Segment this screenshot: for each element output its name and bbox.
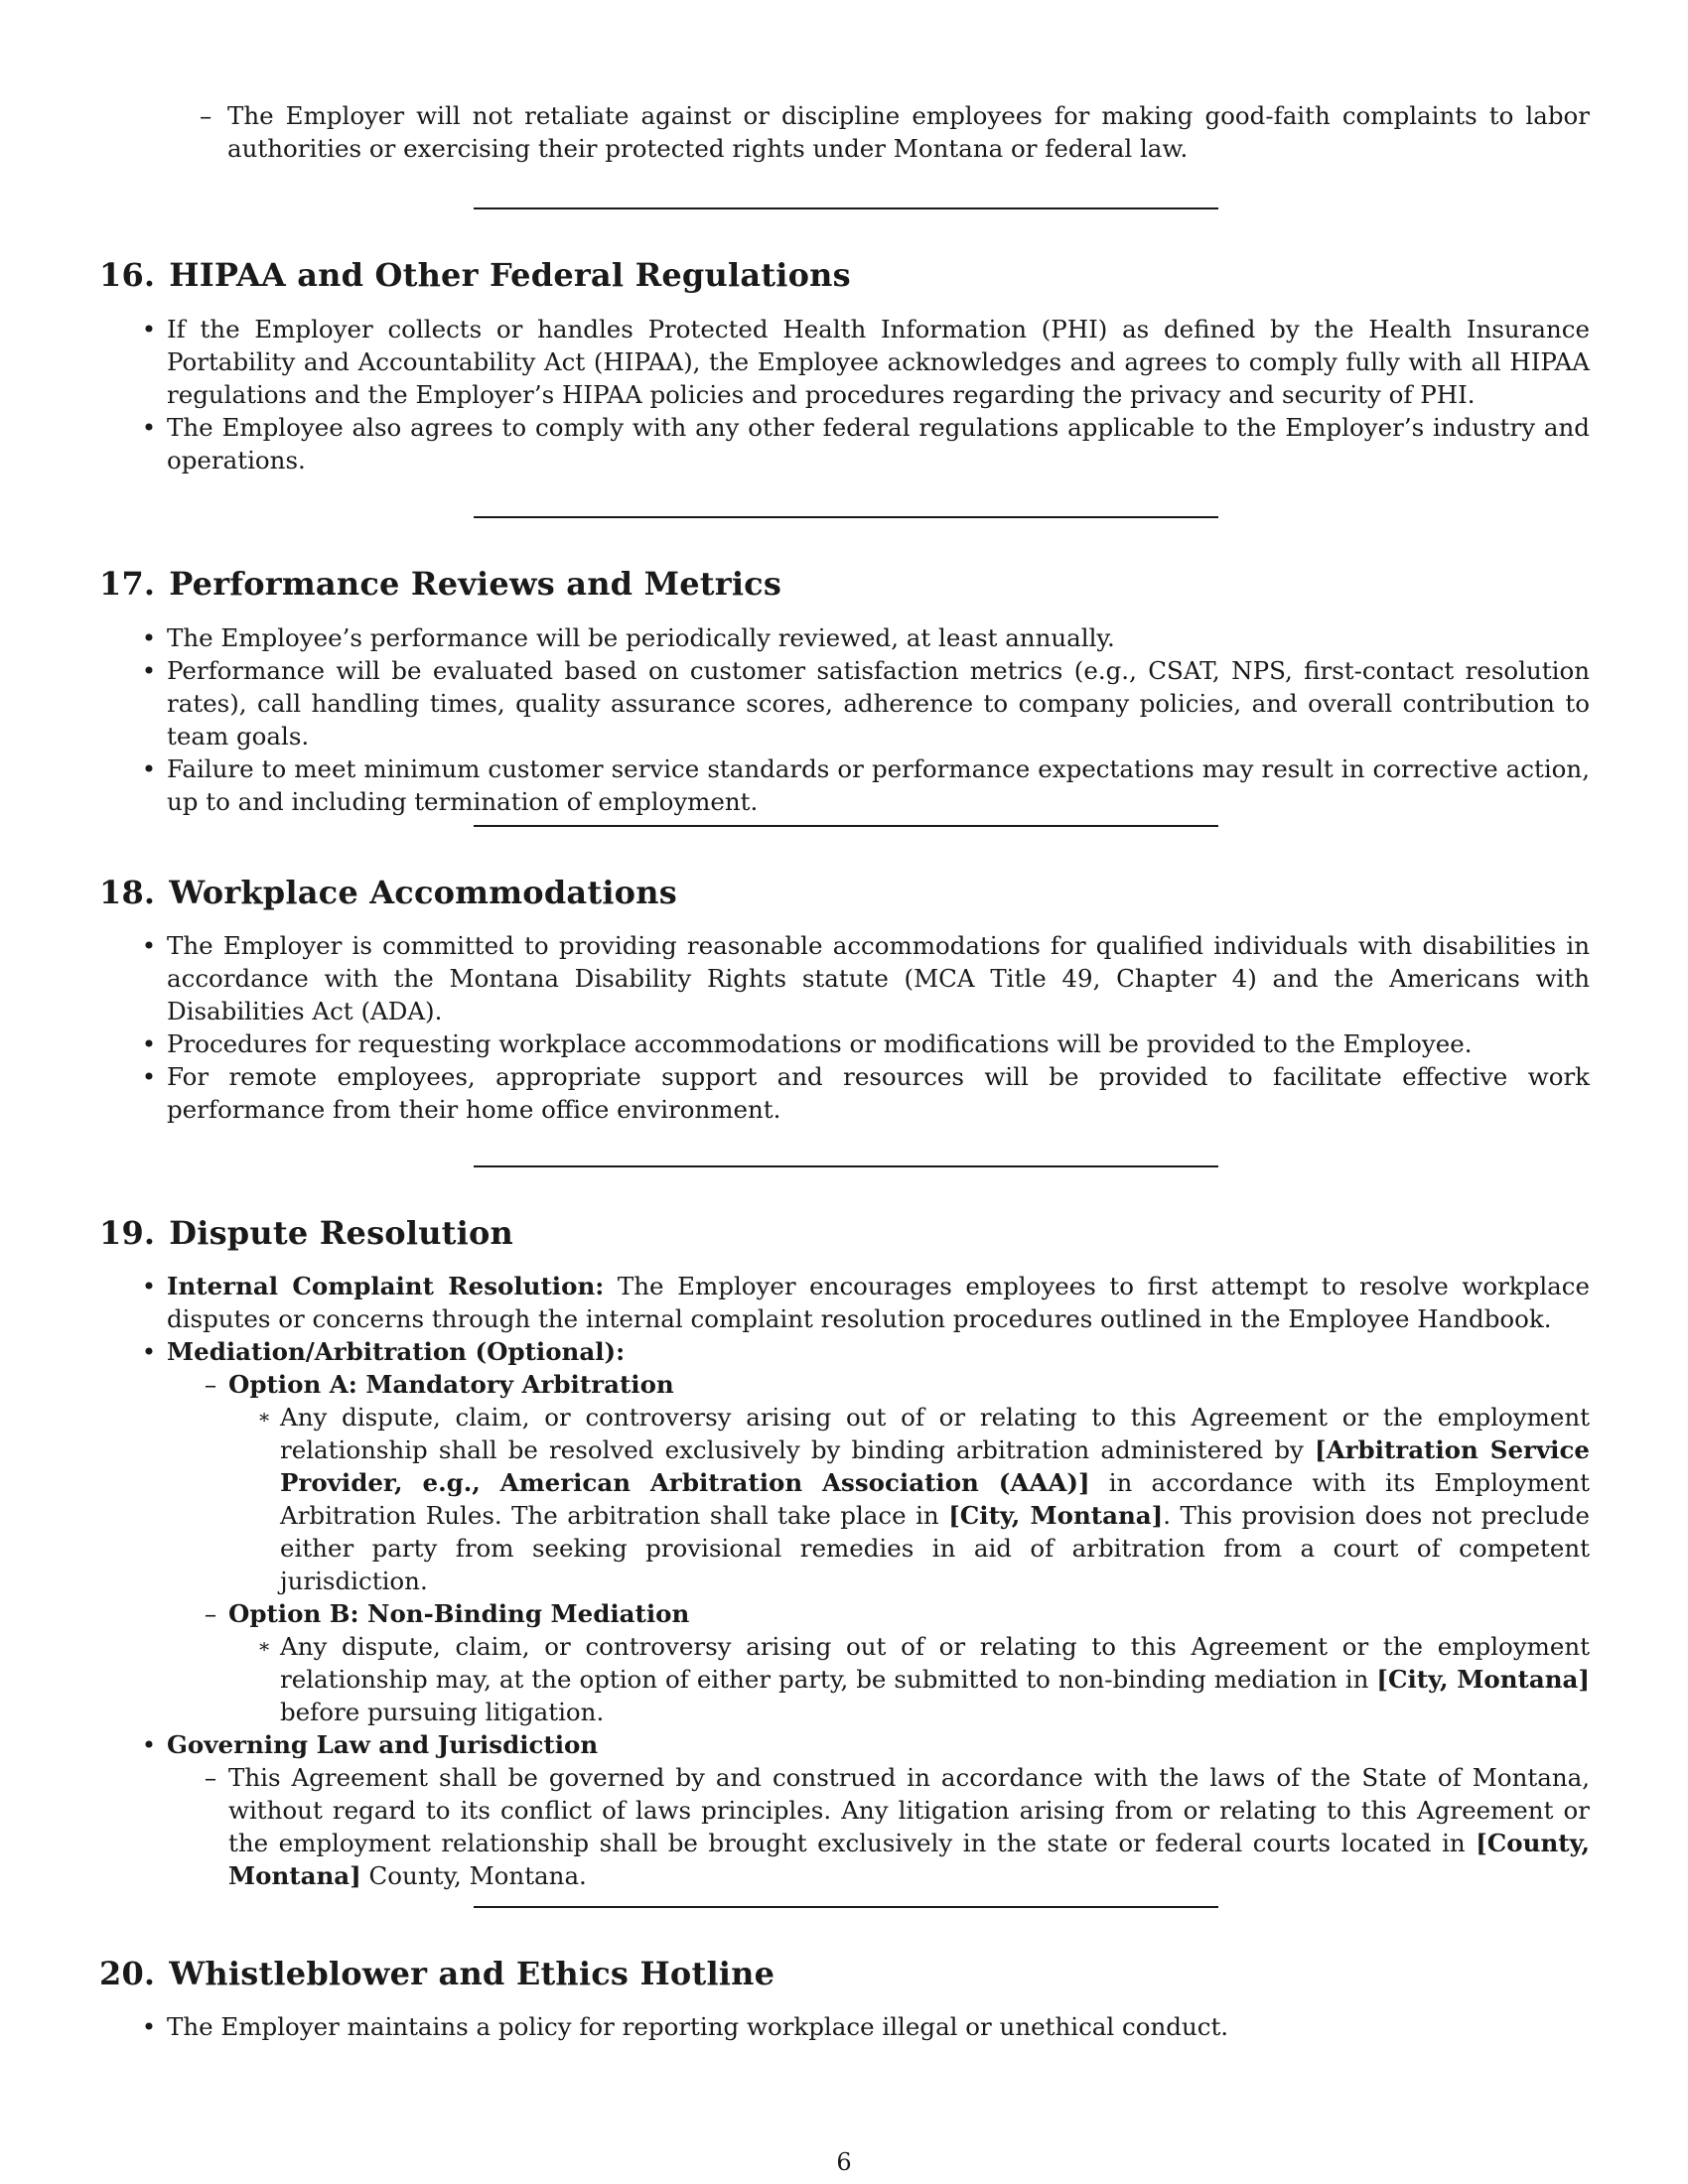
section-16-heading: [99, 255, 851, 295]
section-20-heading: [99, 1954, 774, 1993]
section-title: Performance Reviews and Metrics: [169, 565, 782, 603]
intro-item: [200, 99, 1590, 165]
list-item: [141, 411, 1590, 477]
section-title: Whistleblower and Ethics Hotline: [169, 1955, 775, 1992]
section-18-heading: [99, 873, 677, 912]
list-item: [141, 1728, 1590, 1892]
bullet-marker: •: [141, 1337, 157, 1366]
section-17-heading: [99, 564, 781, 604]
sub-list-item: [204, 1761, 1590, 1892]
sub-list-item: [204, 1368, 1591, 1597]
section-title: Dispute Resolution: [169, 1214, 514, 1252]
list-item: [141, 313, 1590, 411]
section-19-heading: [99, 1213, 513, 1253]
section-19-body: [141, 1270, 1591, 1892]
section-number: 19.: [99, 1214, 156, 1252]
list-item-text: For remote employees, appropriate support and resources will be provided to facilitate effective work performance from their home office environment.: [167, 1062, 1590, 1124]
list-item-text: Performance will be evaluated based on customer satisfaction metrics (e.g., CSAT, NPS, first-contact resolution rates), call handling times, quality assurance scores, adherence to company policies, and overall contribution to team goals.: [167, 656, 1590, 751]
section-title: Workplace Accommodations: [169, 874, 677, 911]
list-item-text: The Employee’s performance will be periodically reviewed, at least annually.: [167, 623, 1115, 652]
bullet-marker: •: [141, 656, 157, 685]
list-item-text: The Employer maintains a policy for reporting workplace illegal or unethical conduct.: [167, 2012, 1229, 2041]
section-16-body: [141, 313, 1590, 477]
section-18-body: [141, 929, 1590, 1126]
list-item: [141, 621, 1590, 654]
section-number: 18.: [99, 874, 156, 911]
list-item: [141, 654, 1590, 752]
list-item: [141, 1270, 1590, 1335]
sub-sub-list-item: [257, 1401, 1591, 1597]
star-marker: ∗: [257, 1634, 271, 1658]
bullet-marker: •: [141, 2012, 157, 2041]
section-divider: [474, 207, 1218, 209]
internal-complaint-label: Internal Complaint Resolution:: [167, 1272, 605, 1300]
section-number: 16.: [99, 256, 156, 294]
section-number: 20.: [99, 1955, 156, 1992]
arbitration-provider-placeholder: [Arbitration Service Provider, e.g., American Arbitration Association (AAA)]: [280, 1435, 1590, 1497]
option-b-text: Any dispute, claim, or controversy arising out of or relating to this Agreement or the employment relationship may, at the option of either party, be submitted to non-binding mediation in: [280, 1632, 1590, 1694]
option-b-label: Option B: Non-Binding Mediation: [228, 1599, 690, 1628]
list-item: [141, 1335, 1591, 1728]
governing-law-text: County, Montana.: [360, 1861, 587, 1890]
bullet-marker: •: [141, 413, 157, 442]
bullet-marker: •: [141, 931, 157, 960]
option-a-text: . This provision does not preclude either party from seeking provisional remedies in aid of arbitration from a court of competent jurisdiction.: [280, 1501, 1590, 1595]
option-a-text: in accordance with its Employment Arbitration Rules. The arbitration shall take place in: [280, 1468, 1591, 1530]
list-item-text: Procedures for requesting workplace accommodations or modifications will be provided to the Employee.: [167, 1029, 1473, 1058]
bullet-marker: •: [141, 754, 157, 783]
sub-list-item: [204, 1597, 1590, 1728]
bullet-marker: •: [141, 1062, 157, 1091]
section-divider: [474, 1906, 1218, 1908]
bullet-marker: •: [141, 1272, 157, 1300]
dash-marker: –: [204, 1370, 217, 1399]
internal-complaint-text: The Employer encourages employees to first attempt to resolve workplace disputes or concerns through the internal complaint resolution procedures outlined in the Employee Handbook.: [167, 1272, 1590, 1333]
bullet-marker: •: [141, 315, 157, 343]
list-item-text: If the Employer collects or handles Protected Health Information (PHI) as defined by the Health Insurance Portability and Accountability Act (HIPAA), the Employee acknowledges and agrees to comply fully with all HIPAA regulations and the Employer’s HIPAA policies and procedures regarding the privacy and security of PHI.: [167, 315, 1590, 409]
governing-law-text: This Agreement shall be governed by and construed in accordance with the laws of the State of Montana, without regard to its conflict of laws principles. Any litigation arising from or relating to this Agreement or the employment relationship shall be brought exclusively in the state or federal courts located in: [228, 1763, 1590, 1857]
section-title: HIPAA and Other Federal Regulations: [169, 256, 851, 294]
list-item-text: The Employee also agrees to comply with any other federal regulations applicable to the Employer’s industry and operations.: [167, 413, 1590, 475]
option-b-text: before pursuing litigation.: [280, 1698, 605, 1726]
star-marker: ∗: [257, 1405, 271, 1429]
list-item: [141, 929, 1590, 1027]
list-item-text: The Employer is committed to providing reasonable accommodations for qualified individuals with disabilities in accordance with the Montana Disability Rights statute (MCA Title 49, Chapter 4) and the Americans with Disabilities Act (ADA).: [167, 931, 1590, 1025]
mediation-label: Mediation/Arbitration (Optional):: [167, 1337, 626, 1366]
sub-sub-list-item: [257, 1630, 1590, 1728]
list-item: [141, 1060, 1590, 1126]
list-item: [141, 1027, 1590, 1060]
list-item: [141, 752, 1590, 818]
section-17-body: [141, 621, 1590, 818]
section-divider: [474, 825, 1218, 827]
option-a-label: Option A: Mandatory Arbitration: [228, 1370, 674, 1399]
dash-marker: –: [204, 1763, 217, 1792]
list-item-text: Failure to meet minimum customer service standards or performance expectations may result in corrective action, up to and including termination of employment.: [167, 754, 1590, 816]
county-placeholder: [County, Montana]: [228, 1829, 1590, 1890]
page-number: 6: [836, 2148, 852, 2176]
city-placeholder: [City, Montana]: [948, 1501, 1164, 1530]
option-a-text: Any dispute, claim, or controversy arising out of or relating to this Agreement or the employment relationship shall be resolved exclusively by binding arbitration administered by: [280, 1403, 1590, 1464]
bullet-marker: •: [141, 1730, 157, 1759]
intro-text: The Employer will not retaliate against or discipline employees for making good-faith complaints to labor authorities or exercising their protected rights under Montana or federal law.: [227, 101, 1590, 163]
city-placeholder: [City, Montana]: [1376, 1665, 1590, 1694]
bullet-marker: •: [141, 623, 157, 652]
section-divider: [474, 1165, 1218, 1167]
section-20-body: [141, 2010, 1590, 2043]
bullet-marker: •: [141, 1029, 157, 1058]
dash-marker: –: [204, 1599, 217, 1628]
section-number: 17.: [99, 565, 156, 603]
dash-marker: –: [200, 101, 212, 130]
governing-law-label: Governing Law and Jurisdiction: [167, 1730, 599, 1759]
list-item: [141, 2010, 1590, 2043]
section-divider: [474, 516, 1218, 518]
